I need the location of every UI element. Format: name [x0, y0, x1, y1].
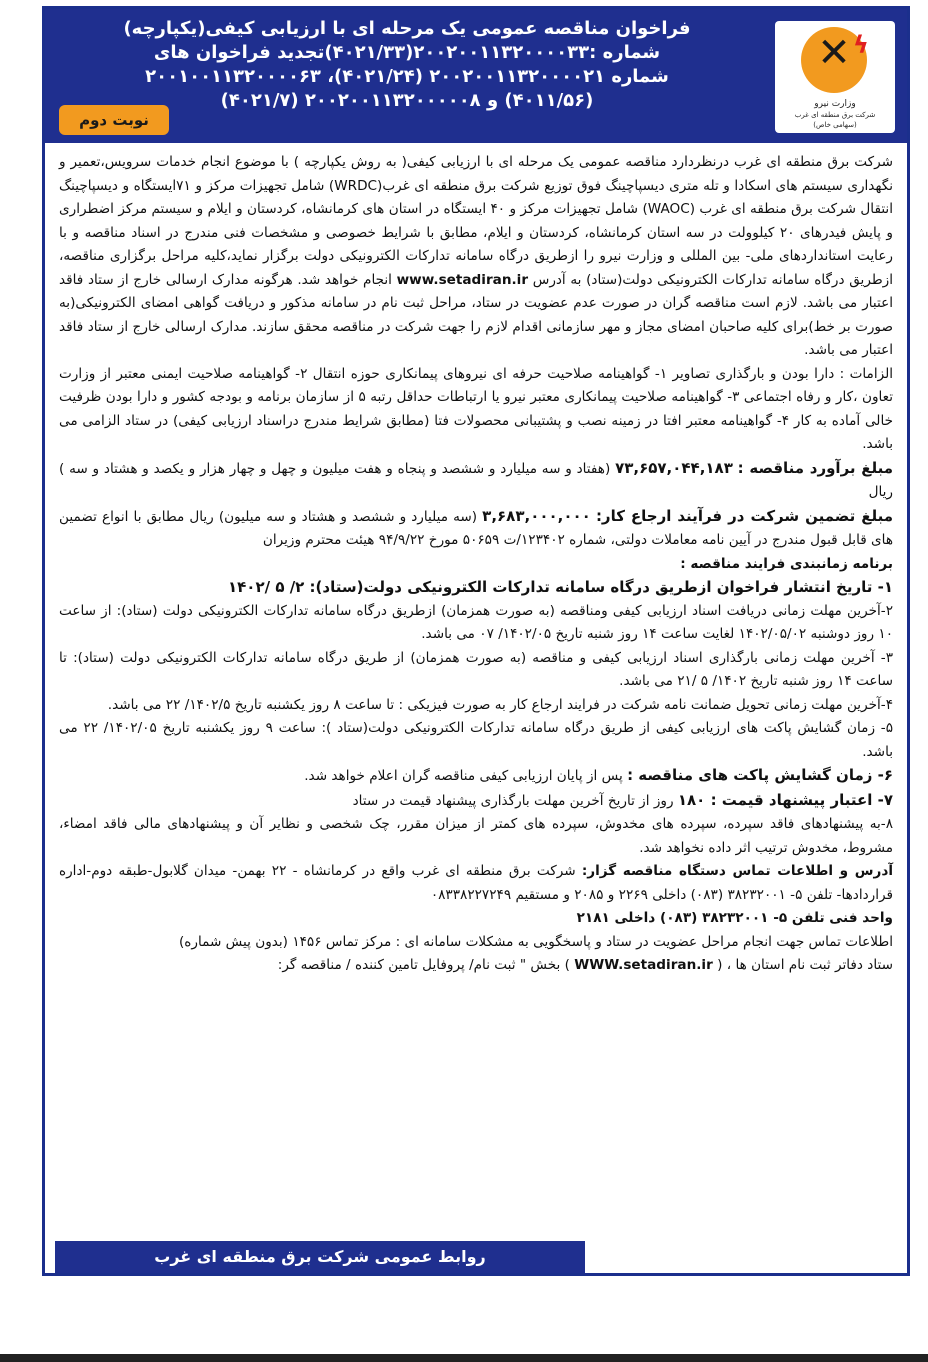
- item-7-text: روز از تاریخ آخرین مهلت بارگذاری پیشنهاد قیمت در ستاد: [352, 792, 674, 809]
- contact-paragraph: [59, 860, 893, 907]
- schedule-item-2: ۲-آخرین مهلت زمانی دریافت اسناد ارزیابی کیفی ومناقصه (به صورت همزمان) ازطریق درگاه سامانه تدارکات الکترونیکی دولت (ستاد): از ساعت ۱۰ روز دوشنبه ۱۴۰۲/۰۵/۰۲ لغایت ساعت ۱۴ روز شنبه تاریخ ۱۴۰۲/۰۵/ ۰۷ می باشد.: [59, 602, 893, 642]
- title-line-3: شماره ۲۰۰۲۰۰۱۱۳۲۰۰۰۰۲۱ (۴۰۲۱/۲۴)، ۲۰۰۱۰۰۱۱۳۲۰۰۰۰۶۳: [145, 66, 669, 87]
- estimate-words: (هفتاد و سه میلیارد و ششصد و پنجاه و هفت میلیون و چهل و چهار هزار و یکصد و هشتاد و سه ) ریال: [59, 460, 893, 500]
- company-logo: [775, 21, 895, 133]
- item-6-text: پس از پایان ارزیابی کیفی مناقصه گران اعلام خواهد شد.: [304, 768, 623, 784]
- title-line-2: شماره :۲۰۰۲۰۰۱۱۳۲۰۰۰۰۳۳(۴۰۲۱/۳۳)تجدید فراخوان های: [153, 42, 661, 63]
- requirements-paragraph: الزامات : دارا بودن و بارگذاری تصاویر ۱- گواهینامه صلاحیت حرفه ای نیروهای پیمانکاری حوزه انتقال ۲- گواهینامه صلاحیت ایمنی معتبر از وزارت تعاون ،کار و رفاه اجتماعی ۳- گواهینامه صلاحیت پیمانکاری معتبر نیرو یا ارتباطات حداقل رتبه ۵ از سازمان برنامه و بودجه کشور و دارا بودن ظرفیت خالی آماده به کار ۴- گواهینامه معتبر افتا در زمینه نصب و پشتیبانی محصولات فتا (مطابق شرایط مندرج دراسناد ارزیابی کیفی) در ستاد الزامی می باشد.: [59, 365, 894, 452]
- notice-body: [59, 151, 893, 978]
- estimate-value: ۷۳,۶۵۷,۰۴۴,۱۸۳: [615, 458, 733, 477]
- setad-contact-line: اطلاعات تماس جهت انجام مراحل عضویت در ستاد و پاسخگویی به مشکلات سامانه ای : مرکز تماس ۱۴۵۶ (بدون پیش شماره): [178, 933, 893, 950]
- round-badge: نوبت دوم: [59, 105, 169, 135]
- site-link[interactable]: www.setadiran.ir: [396, 271, 529, 288]
- item-6-label: ۶- زمان گشایش پاکت های مناقصه :: [627, 766, 893, 784]
- setad-offices-link[interactable]: WWW.setadiran.ir: [574, 957, 713, 973]
- intro-paragraph: [59, 151, 893, 363]
- setad-offices-post: ) بخش " ثبت نام/ پروفایل تامین کننده / مناقصه گر:: [277, 957, 570, 973]
- notice-title: [57, 17, 757, 113]
- title-line-1: فراخوان مناقصه عمومی یک مرحله ای با ارزیابی کیفی(یکپارچه): [123, 18, 691, 39]
- schedule-title: برنامه زمانبندی فرایند مناقصه :: [680, 555, 893, 572]
- notice-frame: [42, 6, 910, 1276]
- setad-offices-pre: ستاد دفاتر ثبت نام استان ها ، (: [717, 957, 893, 973]
- footer-public-relations: روابط عمومی شرکت برق منطقه ای غرب: [55, 1241, 585, 1273]
- schedule-item-1: ۱- تاریخ انتشار فراخوان ازطریق درگاه سامانه تدارکات الکترونیکی دولت(ستاد): ۲/ ۵ /۱۴۰۲: [227, 578, 893, 596]
- item-7-label: ۷- اعتبار پیشنهاد قیمت : ۱۸۰: [677, 790, 893, 809]
- intro-text: شرکت برق منطقه ای غرب درنظردارد مناقصه عمومی یک مرحله ای با ارزیابی کیفی( به روش یکپارچه ) با موضوع انجام خدمات سرویس،تعمیر و نگهداری سیستم های اسکادا و تله متری دیسپاچینگ فوق توزیع شرکت برق منطقه ای غرب(WRDC) شامل تجهیزات مرکز و ۷۱ایستگاه و دیسپاچینگ انتقال شرکت برق منطقه ای غرب (WAOC) شامل تجهیزات مرکز و ۴۰ ایستگاه در استان های کرمانشاه، کردستان و ایلام و سیستم مرکز اضطراری و پایش فیدرهای ۲۰ کیلوولت در سه استان کرمانشاه، کردستان و ایلام، مطابق با شرایط خصوصی و مشخصات فنی مندرج در اسناد مناقصه و با رعایت استانداردهای ملی- بین المللی و وزارت نیرو را ازطریق درگاه سامانه تدارکات الکترونیکی دولت برگزار نماید،کلیه مراحل برگزاری مناقصه، ازطریق درگاه سامانه تدارکات الکترونیکی دولت(ستاد) به آدرس: [59, 154, 894, 288]
- notice-header: [45, 9, 907, 143]
- schedule-item-7: [59, 789, 893, 814]
- bottom-strip: [0, 1354, 928, 1362]
- contact-text: شرکت برق منطقه ای غرب واقع در کرمانشاه - ۲۲ بهمن- میدان گلابول-طبقه دوم-اداره قراردادها- تلفن ۵- ۳۸۲۳۲۰۰۱ (۰۸۳) داخلی ۲۲۶۹ و ۲۰۸۵ و مستقیم ۰۸۳۳۸۲۲۷۲۴۹: [59, 863, 893, 903]
- schedule-item-5: ۵- زمان گشایش پاکت های ارزیابی کیفی از طریق درگاه سامانه تدارکات الکترونیکی دولت(ستاد ): ساعت ۹ روز یکشنبه تاریخ ۱۴۰۲/۰۵/ ۲۲ می باشد.: [59, 720, 894, 760]
- schedule-item-8: ۸-به پیشنهادهای فاقد سپرده، سپرده های مخدوش، سپرده های کمتر از میزان مقرر، چک شخصی و نظایر آن و پیشنهادهای مالی فاقد امضاء، مشروط، مخدوش ترتیب اثر داده نخواهد شد.: [59, 816, 893, 856]
- guarantee-value: ۳,۶۸۳,۰۰۰,۰۰۰: [482, 506, 591, 525]
- estimate-paragraph: [59, 457, 893, 505]
- logo-caption-ministry: وزارت نیرو: [814, 99, 856, 109]
- guarantee-paragraph: [59, 505, 893, 553]
- logo-caption-company: شرکت برق منطقه ای غرب: [794, 111, 876, 119]
- estimate-label: مبلغ برآورد مناقصه :: [737, 458, 894, 477]
- schedule-item-3: ۳- آخرین مهلت زمانی بارگذاری اسناد ارزیابی کیفی و مناقصه (به صورت همزمان) از طریق درگاه سامانه تدارکات الکترونیکی دولت (ستاد): تا ساعت ۱۴ روز شنبه تاریخ ۱۴۰۲/ ۵ /۲۱ می باشد.: [59, 649, 893, 689]
- title-line-4: (۴۰۱۱/۵۶) و ۲۰۰۲۰۰۱۱۳۲۰۰۰۰۰۸ (۴۰۲۱/۷): [220, 90, 594, 111]
- schedule-item-6: [59, 764, 893, 789]
- setad-offices-line: [59, 954, 893, 978]
- intro-tail-text: انجام خواهد شد. هرگونه مدارک ارسالی خارج از ستاد فاقد اعتبار می باشد. لازم است مناقصه گران در صورت عدم عضویت در ستاد، مراحل ثبت نام در سامانه مذکور و دریافت گواهی امضای الکترونیکی(به صورت بر خط)برای کلیه صاحبان امضای مجاز و مهر سازمانی اقدام لازم را جهت شرکت در مناقصه محقق سازند. مدارک ارسالی خارج از ستاد فاقد اعتبار می باشد.: [59, 271, 893, 358]
- logo-caption-type: (سهامی خاص): [813, 121, 857, 129]
- guarantee-label: مبلغ تضمین شرکت در فرآیند ارجاع کار:: [595, 506, 893, 525]
- logo-emblem-icon: ✕ ϟ: [801, 27, 867, 93]
- tech-unit-line: واحد فنی تلفن ۵- ۳۸۲۳۲۰۰۱ (۰۸۳) داخلی ۲۱۸۱: [576, 910, 893, 926]
- contact-label: آدرس و اطلاعات تماس دستگاه مناقصه گزار:: [581, 863, 893, 879]
- schedule-item-4: ۴-آخرین مهلت زمانی تحویل ضمانت نامه شرکت در فرایند ارجاع کار به صورت فیزیکی : تا ساعت ۸ روز یکشنبه تاریخ ۱۴۰۲/۵/ ۲۲ می باشد.: [107, 696, 893, 713]
- guarantee-words: (سه میلیارد و ششصد و هشتاد و سه میلیون) ریال مطابق با انواع تضمین های قابل قبول مندرج در آیین نامه معاملات دولتی، شماره ۱۲۳۴۰۲/ت ۵۰۶۵۹ مورخ ۹۴/۹/۲۲ هیئت محترم وزیران: [59, 508, 893, 548]
